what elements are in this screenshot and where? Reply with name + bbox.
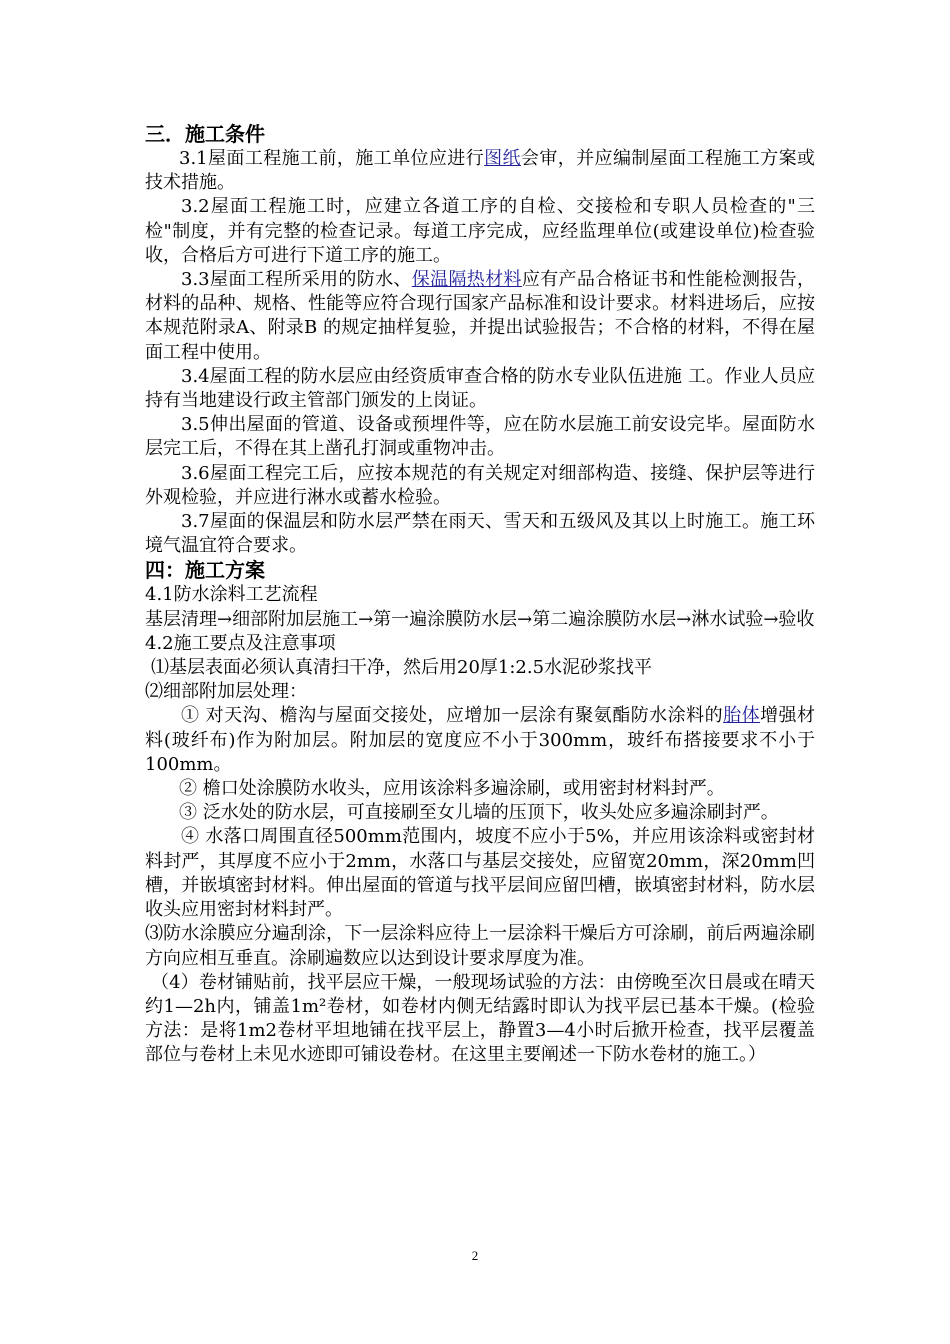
paragraph-text: ⑶防水涂膜应分遍刮涂，下一层涂料应待上一层涂料干燥后方可涂刷，前后两遍涂刷方向应相互垂直。涂刷遍数应以达到设计要求厚度为准。 [145, 923, 815, 969]
paragraph [145, 777, 815, 801]
text-link[interactable]: 保温隔热材料 [411, 269, 522, 291]
paragraph [145, 147, 815, 195]
paragraph-text: ① 对天沟、檐沟与屋面交接处，应增加一层涂有聚氨酯防水涂料的 [181, 705, 724, 727]
paragraph-text: 基层清理→细部附加层施工→第一遍涂膜防水层→第二遍涂膜防水层→淋水试验→验收 [145, 608, 815, 630]
section-construction-conditions [145, 147, 815, 558]
paragraph-text: ② 檐口处涂膜防水收头，应用该涂料多遍涂刷，或用密封材料封严。 [179, 778, 725, 800]
text-link[interactable]: 胎体 [723, 705, 761, 727]
paragraph-text: 3.1屋面工程施工前，施工单位应进行 [179, 148, 485, 169]
paragraph [145, 680, 815, 704]
paragraph-text: 3.5伸出屋面的管道、设备或预埋件等，应在防水层施工前安设完毕。屋面防水层完工后，不得在其上凿孔打洞或重物冲击。 [145, 414, 815, 460]
page-number: 2 [471, 1248, 479, 1263]
paragraph-text: 3.7屋面的保温层和防水层严禁在雨天、雪天和五级风及其以上时施工。施工环境气温宜符合要求。 [145, 511, 815, 557]
section-heading-construction-conditions: 三．施工条件 [145, 122, 265, 146]
paragraph-text: 增强材料(玻纤布)作为附加层。附加层的宽度应不小于300mm，玻纤布搭接要求不小于100mm。 [145, 705, 816, 775]
paragraph-text: 3.6屋面工程完工后，应按本规范的有关规定对细部构造、接缝、保护层等进行外观检验，并应进行淋水或蓄水检验。 [145, 462, 815, 508]
paragraph-text: 3.4屋面工程的防水层应由经资质审查合格的防水专业队伍进施 工。作业人员应持有当地建设行政主管部门颁发的上岗证。 [145, 365, 815, 412]
paragraph [145, 704, 815, 777]
paragraph [145, 971, 815, 1068]
section-construction-plan [145, 583, 815, 1067]
paragraph-text: 4.1防水涂料工艺流程 [145, 584, 318, 606]
paragraph-text: 3.3屋面工程所采用的防水、 [181, 269, 412, 291]
paragraph [145, 268, 815, 365]
paragraph [145, 656, 815, 680]
section-heading-construction-plan: 四：施工方案 [145, 558, 265, 583]
paragraph [145, 365, 815, 413]
paragraph-text: ③ 泛水处的防水层，可直接刷至女儿墙的压顶下，收头处应多遍涂刷封严。 [179, 802, 779, 824]
document-body [145, 122, 815, 1068]
paragraph [145, 608, 815, 632]
paragraph-text: ⑵细部附加层处理： [145, 681, 307, 703]
paragraph [145, 825, 815, 922]
paragraph-text: （4）卷材铺贴前，找平层应干燥，一般现场试验的方法：由傍晚至次日晨或在晴天约1—2h内，铺盖1m²卷材，如卷材内侧无结露时即认为找平层已基本干燥。(检验方法：是将1m2卷材平坦地铺在找平层上，静置3—4小时后掀开检查，找平层覆盖部位与卷材上未见水迹即可铺设卷材。在这里主要阐述一下防水卷材的施工。） [145, 971, 815, 1066]
paragraph [145, 632, 815, 656]
paragraph [145, 510, 815, 558]
paragraph-text: ④ 水落口周围直径500mm范围内，坡度不应小于5%，并应用该涂料或密封材料封严，其厚度不应小于2mm，水落口与基层交接处，应留宽20mm，深20mm凹槽，并嵌填密封材料。伸出屋面的管道与找平层间应留凹槽，嵌填密封材料，防水层收头应用密封材料封严。 [145, 826, 815, 921]
paragraph-text: 4.2施工要点及注意事项 [145, 632, 336, 654]
paragraph [145, 462, 815, 510]
paragraph [145, 413, 815, 461]
paragraph-text: 应有产品合格证书和性能检测报告，材料的品种、规格、性能等应符合现行国家产品标准和设计要求。材料进场后，应按本规范附录A、附录B 的规定抽样复验，并提出试验报告；不合格的材料，不得在屋面工程中使用。 [145, 269, 816, 363]
paragraph [145, 583, 815, 607]
paragraph-text: 会审，并应编制屋面工程施工方案或技术措施。 [145, 148, 815, 194]
paragraph-text: 3.2屋面工程施工时，应建立各道工序的自检、交接检和专职人员检查的"三检"制度，并有完整的检查记录。每道工序完成，应经监理单位(或建设单位)检查验收，合格后方可进行下道工序的施工。 [145, 196, 815, 266]
paragraph [145, 195, 815, 268]
paragraph [145, 801, 815, 825]
paragraph-text: ⑴基层表面必须认真清扫干净，然后用20厚1:2.5水泥砂浆找平 [151, 657, 653, 679]
text-link[interactable]: 图纸 [484, 148, 521, 169]
paragraph [145, 922, 815, 970]
